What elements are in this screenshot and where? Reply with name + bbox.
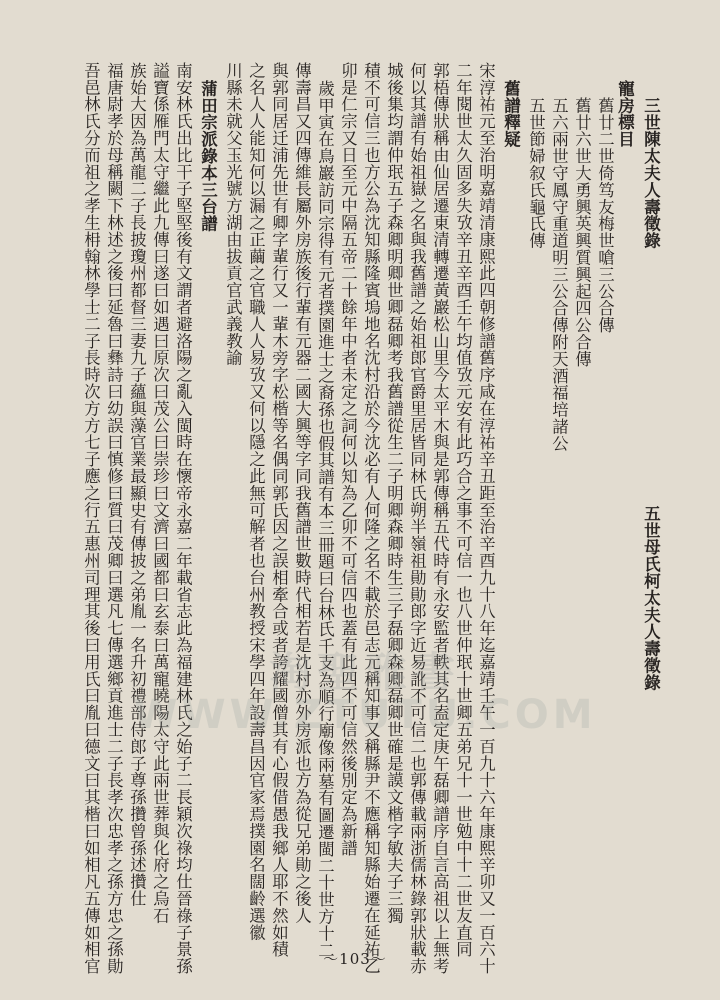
body-column-3: 郭梧傳狀稱由仙居遷東清轉遷黃巖松山里今太平木與是郭傳稱五代時有永安監者軼其名盍定庚午磊卿譜序自言高祖以上無考 [430,62,450,975]
section-heading-doubts: 舊譜釋疑 [501,80,521,148]
body-column-13: 南安林氏出比干子堅堅後有文謂者避洛陽之亂入閩時在懷帝永嘉二年載省志此為福建林氏之始子二長穎次祿均仕晉祿子景孫 [173,62,193,975]
page-number: ～103～ [323,950,387,968]
contents-line-4: 五世節婦叙氏龜氏傳 [526,97,546,250]
section-heading-contents: 寵房標目 [615,80,635,148]
body-column-12: 川縣未就父玉光號方湖由拔貢官武義教諭 [223,62,243,367]
body-column-9: 傳壽昌又四傳維長屬外房族後行輩有元器二國大興等字同我舊譜世數時代相若是沈村亦外房派也方為從兄弟勛之後人 [292,62,312,924]
body-column-2: 二年閱世太久固多失攷辛丑辛酉壬午均值攷元安有此巧合之事不可信一也八世仲珉十世卿五弟兄十一世勉中十二世友直同 [453,62,473,958]
body-column-5: 城後集均謂仲珉五子森卿明卿世卿磊卿考我舊譜從生二子明卿森卿時生三子磊卿森卿磊卿世確是謨文楷字敏夫子三獨 [384,62,404,924]
body-column-10: 與郭同居迁浦先世有卿字輩行又一輩木旁字松楷等名偶同郭氏因之誤相牽合或者誇耀國僧其有心假借愚我鄉人耶不然如積 [269,62,289,958]
body-column-16: 福唐尉孝於母稱闕下林述之後曰延魯曰彝詩曰幼誤曰慎修曰質曰茂卿曰選凡七傳選鄉貢進士二子長孝次忠孝之孫方忠之孫勛 [104,62,124,975]
section-heading-putian: 蒲田宗派錄本三台譜 [198,80,218,233]
watermark-logo-chinese: 淘聖雅書 [268,648,461,697]
title-column-1: 三世陳太夫人壽徵錄 [641,97,661,250]
title-column-2: 五世母氏柯太夫人壽徵錄 [641,505,661,691]
body-column-11: 之名人人能知何以漏之正繭之官職人人易攷又何以隱之此無可解者也台州教授宋學四年設壽昌因官家焉撲園名闊齡選徽 [246,62,266,941]
contents-line-1: 舊廿二世倚笃友梅世嗆三公合傳 [595,97,615,334]
body-column-8: 歲甲寅在鳥巖訪同宗得有元者撲園進士之裔孫也假其譜有本三冊題曰台林氏千支為順行廟像兩墓有圖遷閩二十世方十二 [315,80,335,959]
body-column-6: 積不可信三也方公為沈知縣隆賓塢地名沈村沿於今沈必有人何隆之名不載於邑志元稱知事又稱縣尹不應稱知縣始遷在延祐乙 [361,62,381,975]
body-column-1: 宋淳祐元至治明嘉靖清康熙此四朝修譜舊序咸在淳祐辛丑距至治辛酉九十八年迄嘉靖壬午一百九十六年康熙辛卯又一百六十 [476,62,496,975]
body-column-14: 謚寶係雁門太守繼此九傳曰遂曰如遇曰原次曰茂公曰崇珍曰文濟曰國都曰玄泰曰萬寵曉陽太守此兩世葬與化府之烏石 [150,62,170,924]
body-column-7: 卯是仁宗又日至元中隔五帝二十餘年中者未定之詞何以知為乙卯不可信四也蓋有此四不可信然後別定為新譜 [338,62,358,857]
body-column-4: 何以其譜有始祖嶽之名與我舊譜之始祖郎官爵里居皆同林氏朔半嶺祖勛勛郎字近易訛不可信二也郭傳載兩浙儒林錄郭狀載赤 [407,62,427,975]
contents-line-2: 舊廿六世大勇興英興質興起四公合傳 [572,97,592,368]
watermark-logo-url: WWW.ZTUTU.COM [133,692,597,738]
contents-line-3: 五六兩世守鳳守重道明三公合傳附天酒福培諸公 [549,97,569,452]
body-column-17: 吾邑林氏分而祖之孝生枏翰林學士二子長時次方方七子應之行五惠州司理其後曰用氏曰胤曰德文曰其楷曰如相凡五傳如相官 [81,62,101,975]
body-column-15: 族始大因為萬龍二子長披瓊州都督三妻九子蘊與藻官業最顯史有傳披之弟胤一名升初禮部侍郎子尊孫攢曾孫述攢仕 [127,62,147,907]
